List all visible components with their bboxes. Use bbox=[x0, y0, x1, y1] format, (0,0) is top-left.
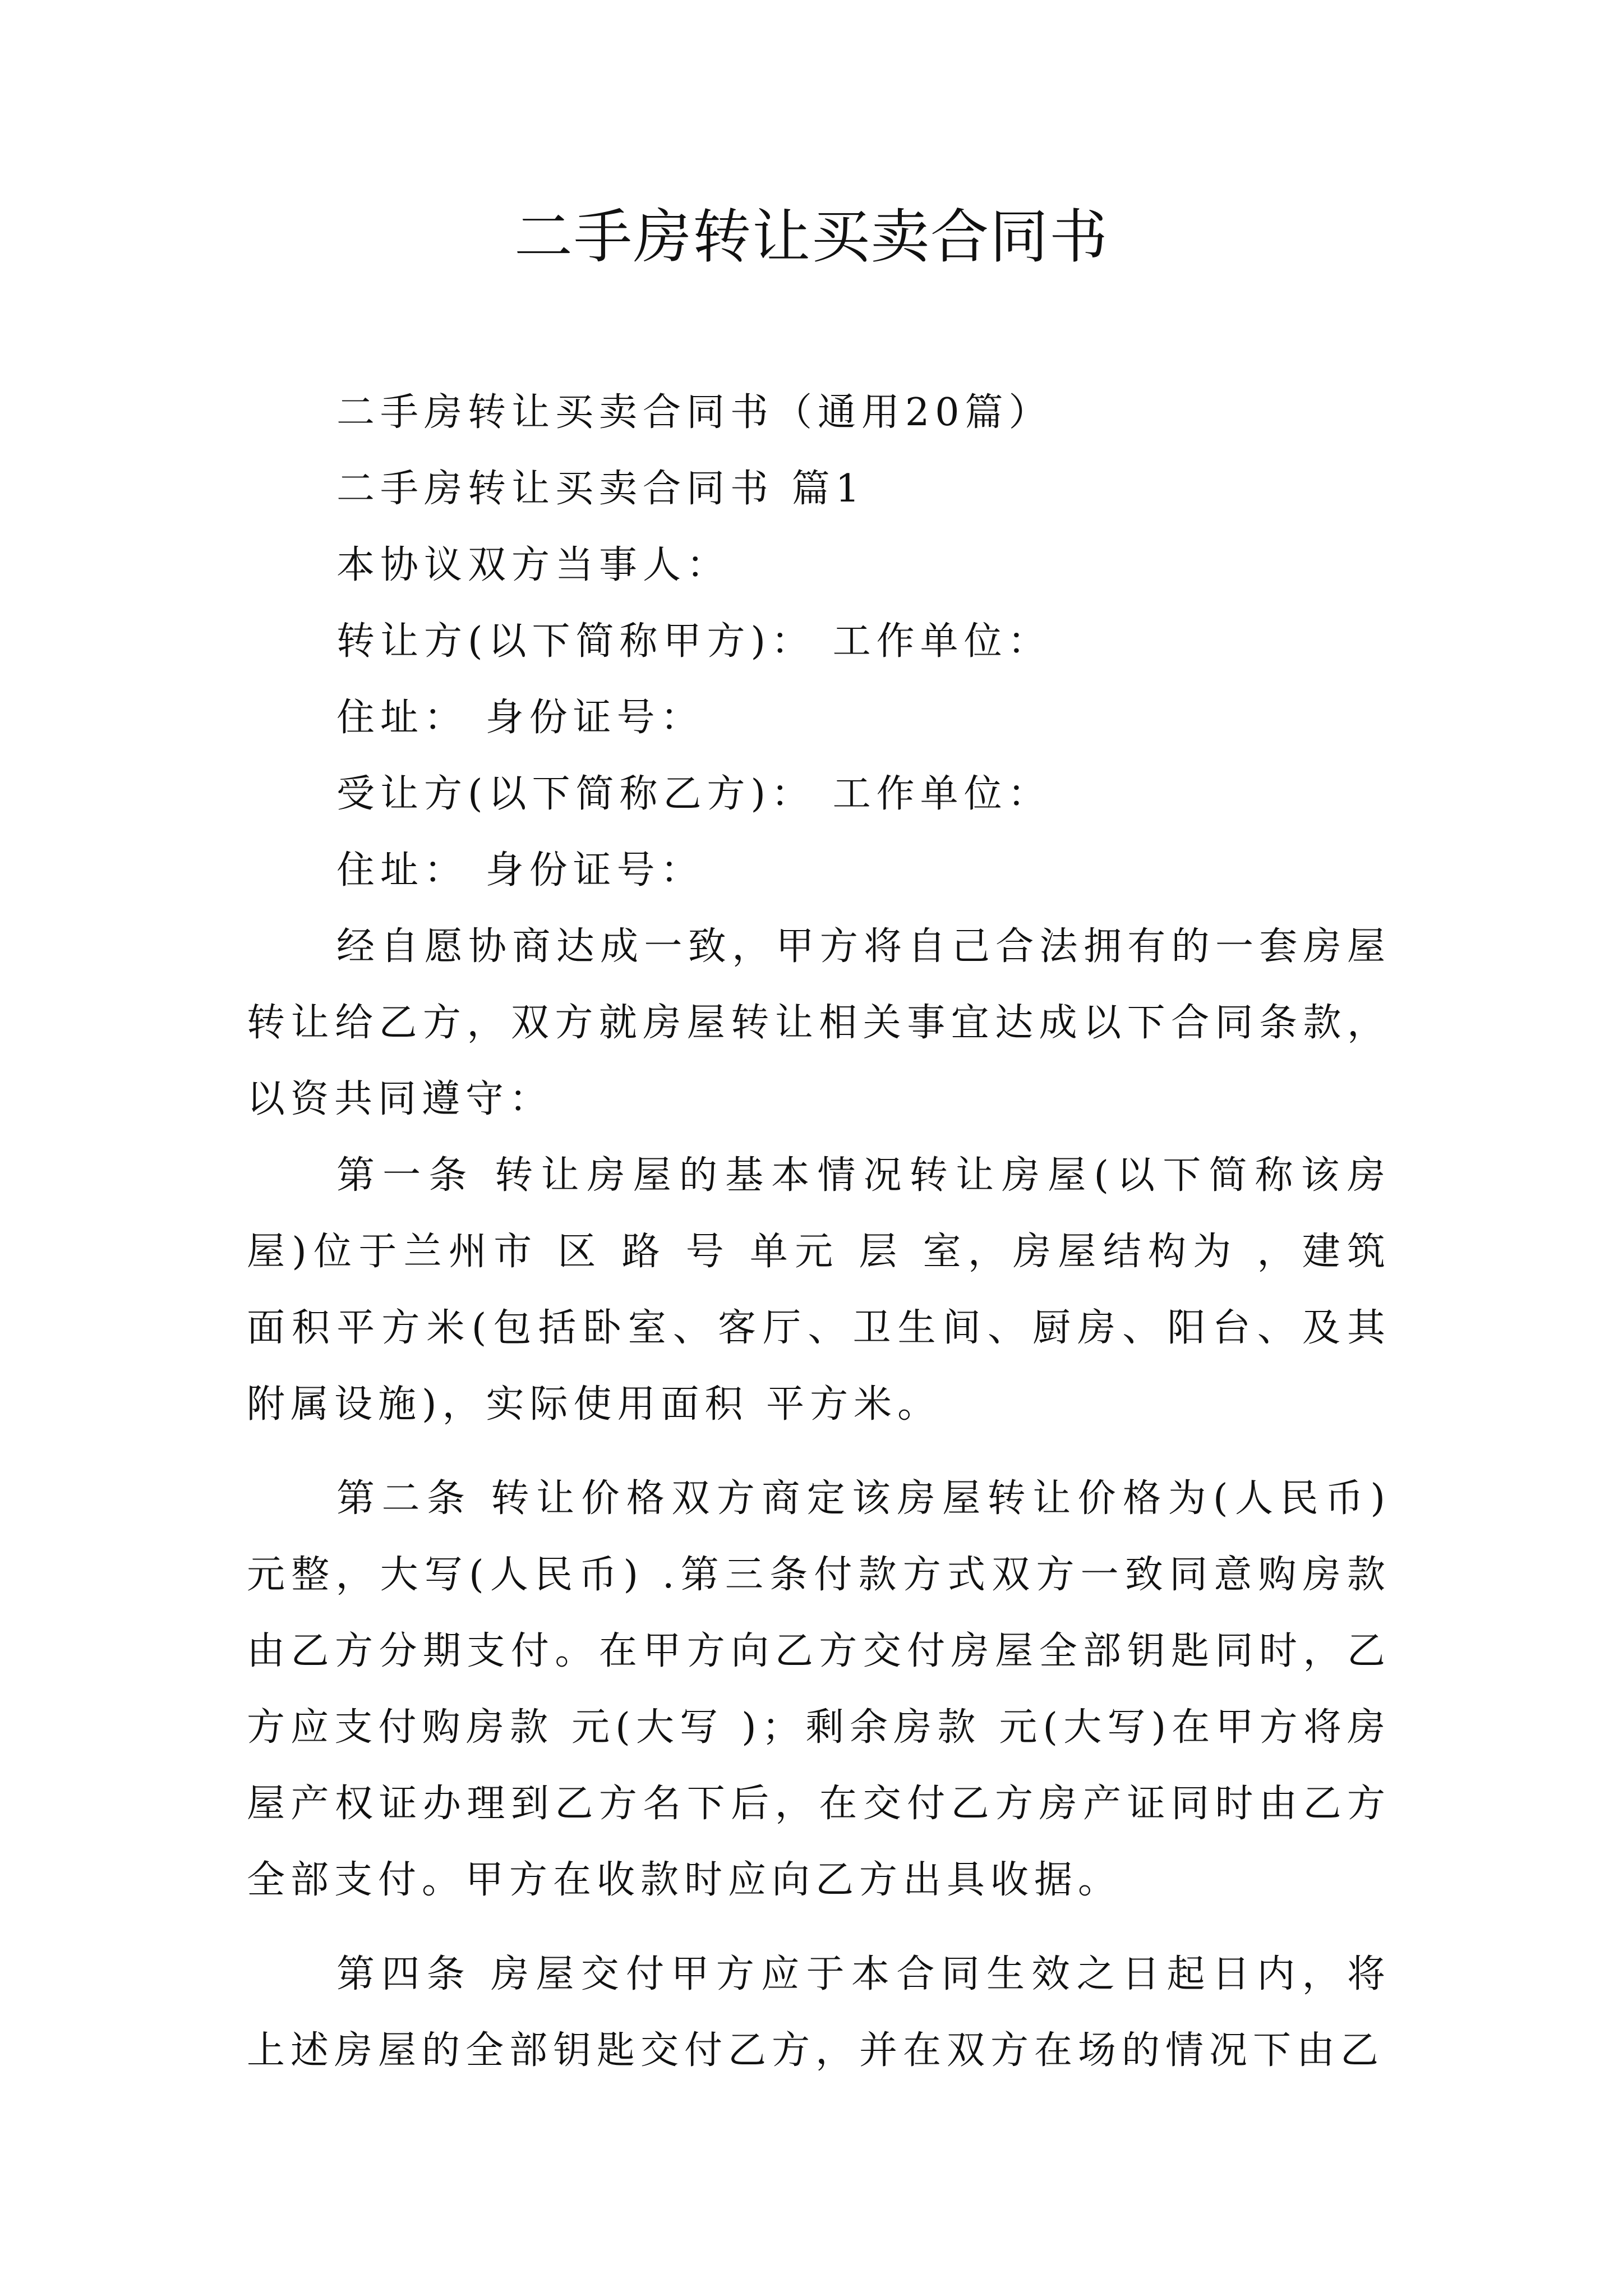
article-four-paragraph: 第四条 房屋交付甲方应于本合同生效之日起日内，将上述房屋的全部钥匙交付乙方，并在双方在场的情况下由乙 bbox=[247, 1952, 1391, 2073]
agreement-paragraph: 经自愿协商达成一致，甲方将自己合法拥有的一套房屋转让给乙方，双方就房屋转让相关事宜达成以下合同条款，以资共同遵守： bbox=[247, 924, 1391, 1121]
subtitle-line: 二手房转让买卖合同书（通用20篇） bbox=[336, 390, 1053, 435]
article-one-paragraph: 第一条 转让房屋的基本情况转让房屋(以下简称该房屋)位于兰州市 区 路 号 单元 层 室，房屋结构为 ，建筑面积平方米(包括卧室、客厅、卫生间、厨房、阳台、及其附属设施)，实际使用面积 平方米。 bbox=[247, 1153, 1391, 1427]
section-heading: 二手房转让买卖合同书 篇1 bbox=[336, 467, 865, 511]
document-body bbox=[247, 375, 1391, 2089]
parties-intro: 本协议双方当事人： bbox=[336, 543, 731, 587]
party-a-address-line: 住址： 身份证号： bbox=[336, 696, 704, 740]
party-b-line: 受让方(以下简称乙方)： 工作单位： bbox=[336, 772, 1052, 816]
article-two-paragraph: 第二条 转让价格双方商定该房屋转让价格为(人民币)元整，大写(人民币) .第三条付款方式双方一致同意购房款由乙方分期支付。在甲方向乙方交付房屋全部钥匙同时，乙方应支付购房款 元(大写 )；剩余房款 元(大写)在甲方将房屋产权证办理到乙方名下后，在交付乙方房产证同时由乙方全部支付。甲方在收款时应向乙方出具收据。 bbox=[247, 1476, 1391, 1902]
party-a-line: 转让方(以下简称甲方)： 工作单位： bbox=[336, 619, 1052, 664]
party-b-address-line: 住址： 身份证号： bbox=[336, 848, 704, 892]
document-title: 二手房转让买卖合同书 bbox=[514, 203, 1109, 271]
